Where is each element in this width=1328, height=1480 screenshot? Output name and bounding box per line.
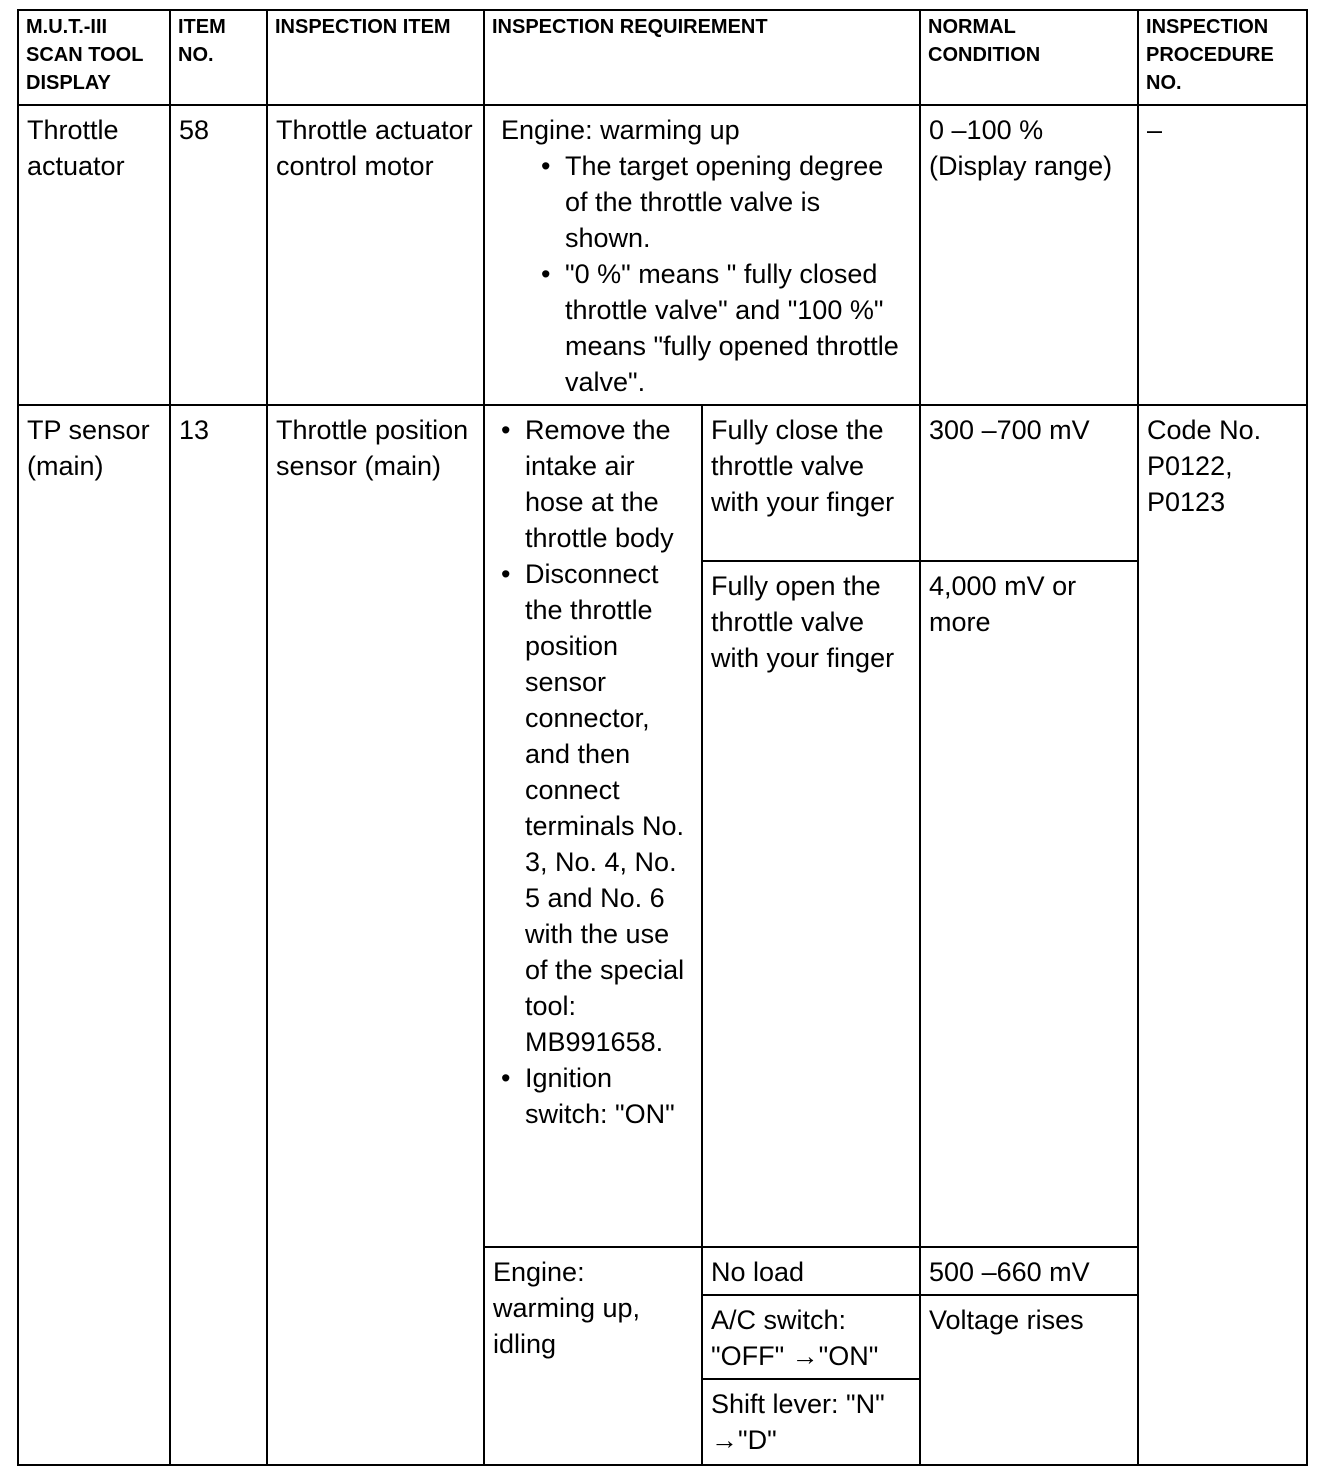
cell-requirement-conditions (484, 405, 702, 1247)
requirement-bullet: • Remove the intake air hose at the throttle body (493, 412, 693, 556)
cell-normal-condition: 4,000 mV or more (920, 561, 1138, 1247)
cell-display: TP sensor (main) (18, 405, 170, 1465)
cell-normal-condition: 300 –700 mV (920, 405, 1138, 561)
cell-normal-condition: Voltage rises (920, 1295, 1138, 1465)
cell-procedure-no: Code No. P0122, P0123 (1138, 405, 1307, 1465)
requirement-title: Engine: warming up (501, 115, 740, 145)
header-procedure-no: INSPECTION PROCEDURE NO. (1138, 10, 1307, 105)
requirement-bullet-list (493, 412, 693, 1132)
cell-normal-condition: 500 –660 mV (920, 1247, 1138, 1295)
requirement-bullet: • The target opening degree of the throttle valve is shown. (533, 148, 911, 256)
header-display: M.U.T.-III SCAN TOOL DISPLAY (18, 10, 170, 105)
header-item-no: ITEM NO. (170, 10, 267, 105)
cell-inspection-item: Throttle actuator control motor (267, 105, 484, 405)
requirement-bullet-list (501, 148, 911, 400)
cell-sub-requirement: Fully close the throttle valve with your finger (702, 405, 920, 561)
requirement-bullet: • Disconnect the throttle position sensor connector, and then connect terminals No. 3, No. 4, No. 5 and No. 6 with the use of the special tool: MB991658. (493, 556, 693, 1060)
cell-procedure-no: – (1138, 105, 1307, 405)
cell-requirement (484, 105, 920, 405)
header-inspection-requirement: INSPECTION REQUIREMENT (484, 10, 920, 105)
table-row-throttle-actuator (18, 105, 1307, 405)
requirement-bullet: • "0 %" means " fully closed throttle valve" and "100 %" means "fully opened throttle valve". (533, 256, 911, 400)
header-inspection-item: INSPECTION ITEM (267, 10, 484, 105)
cell-normal-condition: 0 –100 % (Display range) (920, 105, 1138, 405)
cell-sub-requirement: Fully open the throttle valve with your finger (702, 561, 920, 1247)
inspection-table (17, 9, 1308, 1466)
header-row (18, 10, 1307, 105)
requirement-bullet: • Ignition switch: "ON" (493, 1060, 693, 1132)
header-normal-condition: NORMAL CONDITION (920, 10, 1138, 105)
cell-sub-requirement: Shift lever: "N" →"D" (702, 1379, 920, 1465)
cell-sub-requirement: A/C switch: "OFF" →"ON" (702, 1295, 920, 1379)
cell-inspection-item: Throttle position sensor (main) (267, 405, 484, 1465)
cell-sub-requirement: No load (702, 1247, 920, 1295)
cell-display: Throttle actuator (18, 105, 170, 405)
cell-item-no: 58 (170, 105, 267, 405)
cell-item-no: 13 (170, 405, 267, 1465)
cell-requirement-engine-idling: Engine: warming up, idling (484, 1247, 702, 1465)
table-row-tp-sensor (18, 405, 1307, 561)
